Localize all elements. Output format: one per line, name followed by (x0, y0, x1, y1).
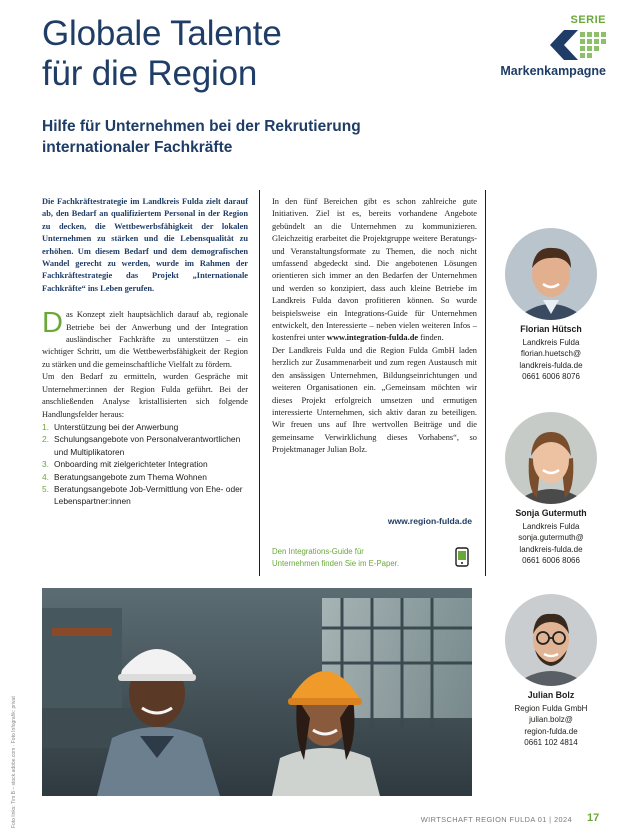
guide-note (272, 546, 442, 570)
guide-line-1: Den Integrations-Guide für (272, 547, 364, 556)
contact-email-domain[interactable]: region-fulda.de (524, 726, 578, 736)
paragraph-3: In den fünf Bereichen gibt es schon zahlreiche gute Initiativen. Ziel ist es, bereits vorhandene Angebote gebündelt an die Unternehmen zu kommunizieren. Gleichzeitig erarbeitet die Projektgruppe weitere Beratungs- und Veranstaltungsformate zu Themen, die noch nicht umfassend abgedeckt sind. Die angebotenen Lösungen orientieren sich immer an den Bedarfen der Unternehmen und werden so konzipiert, dass auch kleine Betriebe im Landkreis Fulda davon profitieren können. So wurde beispielsweise ein Integrations-Guide für Unternehmen entwickelt, den Interessierte – neben vielen weiteren Infos – kostenfrei unter www.integration-fulda.de finden. (272, 197, 477, 343)
photo-credit: Foto links: Tim B – stock.adobe.com · Foto Infografik: privat (11, 696, 17, 828)
title-line-2: für die Region (42, 54, 258, 93)
lead-paragraph: Die Fachkräftestrategie im Landkreis Fulda zielt darauf ab, den Bedarf an qualifiziertem Personal in der Region zu decken, die Wettbewerbsfähigkeit der lokalen Unternehmen zu stärken und die Lebensqualität zu erhöhen. Um diesem Bedarf und dem demografischen Wandel gerecht zu werden, wurde im Rahmen der Fachkräftestrategie das Projekt „Internationale Fachkräfte“ ins Leben gerufen. (42, 197, 248, 293)
list-item: 1. Unterstützung bei der Anwerbung (42, 421, 179, 432)
contact-email[interactable]: sonja.gutermuth@ (518, 533, 584, 543)
list-item: 4. Beratungsangebote zum Thema Wohnen (42, 471, 207, 482)
subtitle-line-2: internationaler Fachkräfte (42, 139, 233, 156)
field-list (42, 421, 248, 508)
dropcap: D (42, 307, 63, 340)
paragraph-4: Der Landkreis Fulda und die Region Fulda GmbH laden herzlich zur Zusammenarbeit und zum regen Austausch mit den ansässigen Unternehmen, Bildungseinrichtungen und weiteren Organisationen ein. „Gemeinsam möchten wir dieses Projekt erfolgreich umsetzen und ermutigen interessierte Unternehmen, sich aktiv daran zu beteiligen. Wir freuen uns auf Ihre wertvollen Beiträge und die gemeinsame Verwirklichung dieses Vorhabens“, so Projektmanager Julian Bolz. (272, 345, 477, 455)
article-column-2 (272, 196, 477, 457)
contact-name: Florian Hütsch (520, 324, 582, 334)
contact-name: Sonja Gutermuth (515, 508, 587, 518)
series-name: Markenkampagne (500, 64, 606, 78)
contact-julian-bolz (491, 690, 611, 749)
series-badge (476, 14, 606, 78)
guide-line-2: Unternehmen finden Sie im E-Paper. (272, 559, 399, 568)
list-item: 3. Onboarding mit zielgerichteter Integration (42, 459, 208, 470)
contact-org: Landkreis Fulda (522, 521, 580, 531)
smartphone-icon (455, 547, 469, 567)
contact-name: Julian Bolz (527, 690, 575, 700)
integration-link[interactable]: www.integration-fulda.de (326, 333, 419, 343)
column-divider-2 (485, 190, 486, 576)
contact-email[interactable]: florian.huetsch@ (520, 349, 582, 359)
contact-sonja-gutermuth (491, 508, 611, 567)
contact-florian-huetsch (491, 324, 611, 383)
page-title (42, 14, 462, 94)
list-item: 2. Schulungsangebote von Personalverantwortlichen und Multiplikatoren (42, 434, 241, 457)
contact-phone: 0661 6006 8076 (522, 372, 580, 382)
contact-phone: 0661 102 4814 (524, 738, 578, 748)
contact-email-domain[interactable]: landkreis-fulda.de (519, 360, 583, 370)
contact-email[interactable]: julian.bolz@ (529, 715, 573, 725)
contact-org: Landkreis Fulda (522, 337, 580, 347)
column-divider-1 (259, 190, 260, 576)
title-line-1: Globale Talente (42, 14, 282, 53)
body-text-1 (42, 309, 248, 421)
avatar (505, 412, 597, 504)
workers-photo (42, 588, 472, 796)
avatar (505, 228, 597, 320)
paragraph-2: Um den Bedarf zu ermitteln, wurden Gespräche mit Unternehmer:innen der Region Fulda geführt. Bei der anschließenden Analyse kristallisierten sich folgende Handlungsfelder heraus: (42, 372, 248, 419)
contact-email-domain[interactable]: landkreis-fulda.de (519, 544, 583, 554)
footer-publication: WIRTSCHAFT REGION FULDA 01 | 2024 (420, 815, 572, 824)
avatar (505, 594, 597, 686)
subtitle-line-1: Hilfe für Unternehmen bei der Rekrutierung (42, 118, 361, 135)
series-label: SERIE (570, 14, 606, 26)
paragraph-1: as Konzept zielt hauptsächlich darauf ab, regionale Betriebe bei der Anwerbung und der Integration ausländischer Fachkräfte zu unterstützen – ein wichtiger Schritt, um die Wettbewerbsfähigkeit der Region zu stärken und die gemeinschaftliche Vielfalt zu fördern. (42, 310, 248, 369)
list-item: 5. Beratungsangebote Job-Vermittlung von Ehe- oder Lebenspartner:innen (42, 483, 243, 507)
subtitle (42, 116, 402, 158)
contact-org: Region Fulda GmbH (514, 703, 588, 713)
region-fulda-link[interactable]: www.region-fulda.de (387, 516, 472, 526)
article-column-1 (42, 196, 248, 508)
contact-phone: 0661 6006 8066 (522, 556, 580, 566)
series-chevron-icon (550, 30, 606, 60)
page-number: 17 (587, 812, 600, 824)
